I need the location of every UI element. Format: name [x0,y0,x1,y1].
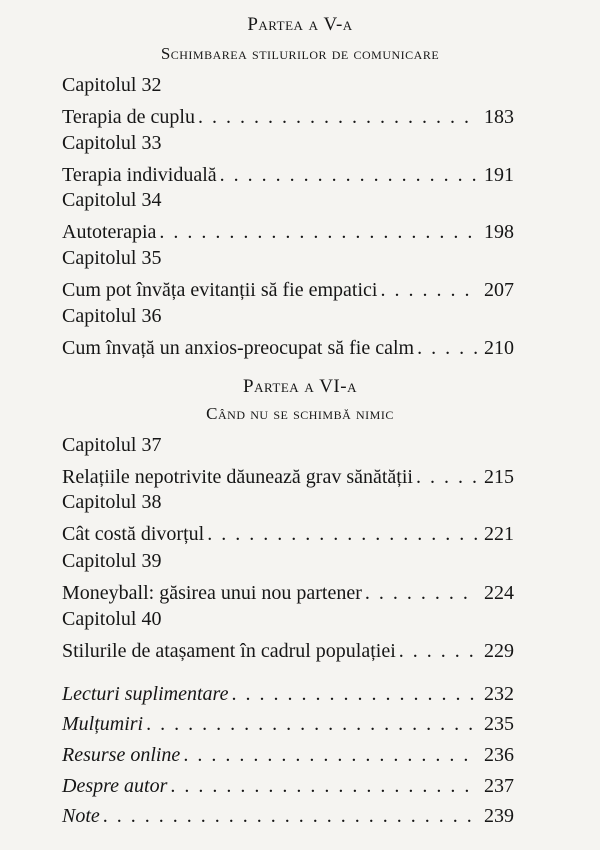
back-matter-title: Lecturi suplimentare [62,683,229,705]
back-matter-title: Mulțumiri [62,713,144,735]
toc-entry[interactable] [62,74,514,128]
chapter-number: Capitolul 34 [62,189,162,211]
chapter-title: Terapia individuală [62,164,217,186]
chapter-number: Capitolul 40 [62,608,162,630]
toc-entry[interactable] [62,434,514,488]
chapter-number: Capitolul 36 [62,305,162,327]
chapter-title: Autoterapia [62,221,157,243]
dot-leader [207,523,478,545]
chapter-title: Cât costă divorțul [62,523,205,545]
toc-entry[interactable] [62,491,514,545]
toc-line [62,640,514,662]
toc-line [62,744,514,766]
toc-line [62,164,514,186]
toc-line [62,775,514,797]
part-heading: Partea a VI-a [243,376,357,397]
back-matter-entry[interactable] [62,744,514,766]
toc-entry[interactable] [62,550,514,604]
dot-leader [416,466,478,488]
chapter-title: Relațiile nepotrivite dăunează grav sănătății [62,466,413,488]
dot-leader [103,805,478,827]
toc-line [62,523,514,545]
page-number: 237 [484,775,514,797]
chapter-title: Terapia de cuplu [62,106,195,128]
page-number: 198 [484,221,514,243]
dot-leader [380,279,478,301]
part-subtitle: Când nu se schimbă nimic [206,404,394,423]
back-matter-title: Despre autor [62,775,168,797]
chapter-title: Moneyball: găsirea unui nou partener [62,582,362,604]
toc-line [62,713,514,735]
page-number: 221 [484,523,514,545]
part-subtitle: Schimbarea stilurilor de comunicare [160,44,440,63]
page-number: 232 [484,683,514,705]
toc-line [62,337,514,359]
back-matter-entry[interactable] [62,683,514,705]
chapter-number: Capitolul 37 [62,434,162,456]
dot-leader [183,744,478,766]
chapter-title: Cum pot învăța evitanții să fie empatici [62,279,378,301]
page-number: 239 [484,805,514,827]
chapter-number: Capitolul 33 [62,132,162,154]
dot-leader [231,683,478,705]
toc-entry[interactable] [62,189,514,243]
toc-entry[interactable] [62,132,514,186]
toc-entry[interactable] [62,305,514,359]
page-number: 229 [484,640,514,662]
page-number: 210 [484,337,514,359]
dot-leader [220,164,478,186]
toc-entry[interactable] [62,247,514,301]
dot-leader [399,640,478,662]
chapter-number: Capitolul 32 [62,74,162,96]
toc-line [62,466,514,488]
toc-line [62,106,514,128]
chapter-number: Capitolul 38 [62,491,162,513]
part-heading: Partea a V-a [247,14,353,35]
chapter-number: Capitolul 35 [62,247,162,269]
page-number: 191 [484,164,514,186]
page-number: 215 [484,466,514,488]
back-matter-entry[interactable] [62,805,514,827]
toc-line [62,221,514,243]
dot-leader [146,713,478,735]
dot-leader [159,221,478,243]
dot-leader [365,582,478,604]
page-number: 235 [484,713,514,735]
chapter-number: Capitolul 39 [62,550,162,572]
chapter-title: Cum învață un anxios-preocupat să fie calm [62,337,415,359]
page-number: 183 [484,106,514,128]
back-matter-title: Note [62,805,100,827]
dot-leader [198,106,478,128]
toc-line [62,582,514,604]
toc-line [62,683,514,705]
page-number: 224 [484,582,514,604]
page-number: 207 [484,279,514,301]
back-matter-title: Resurse online [62,744,181,766]
toc-line [62,805,514,827]
dot-leader [417,337,478,359]
dot-leader [170,775,478,797]
toc-line [62,279,514,301]
toc-entry[interactable] [62,608,514,662]
back-matter-entry[interactable] [62,775,514,797]
back-matter-entry[interactable] [62,713,514,735]
chapter-title: Stilurile de atașament în cadrul populației [62,640,396,662]
page-number: 236 [484,744,514,766]
